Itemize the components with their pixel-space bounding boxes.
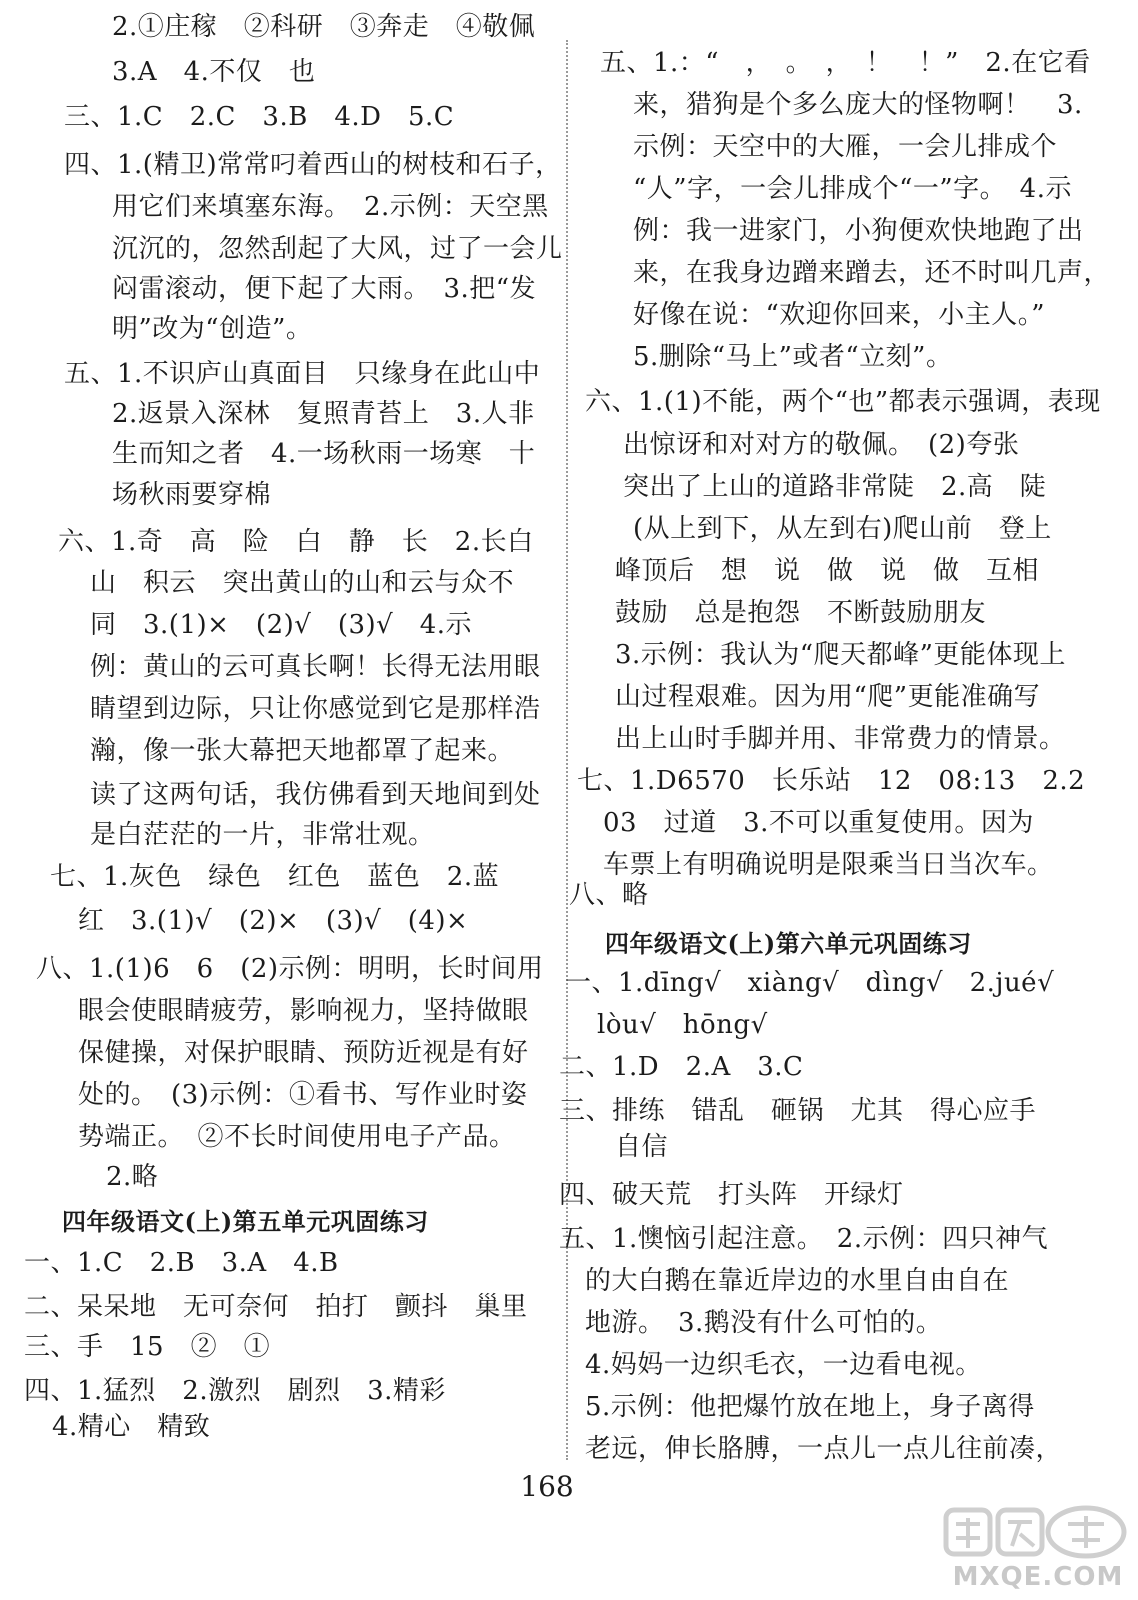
right-line-3: 示例：天空中的大雁，一会儿排成个: [633, 132, 1058, 162]
left-line-34: 4.精心 精致: [52, 1412, 211, 1442]
left-line-12: 场秋雨要穿棉: [112, 480, 272, 510]
right-line-7: 好像在说：“欢迎你回来，小主人。”: [633, 300, 1046, 330]
left-line-8: 明”改为“创造”。: [112, 314, 313, 344]
right-line-2: 来，猎狗是个多么庞大的怪物啊！ 3.: [633, 90, 1083, 120]
watermark: [942, 1504, 1132, 1596]
right-line-12: (从上到下，从左到右)爬山前 登上: [633, 514, 1052, 544]
left-line-28: 2.略: [106, 1162, 159, 1192]
left-line-32: 三、手 15 ② ①: [24, 1332, 271, 1362]
right-line-5: 例：我一进家门，小狗便欢快地跑了出: [633, 216, 1084, 246]
right-line-8: 5.删除“马上”或者“立刻”。: [633, 342, 953, 372]
page-number: 168: [520, 1470, 574, 1503]
left-line-15: 同 3.(1)× (2)√ (3)√ 4.示: [90, 610, 473, 640]
left-line-30: 一、1.C 2.B 3.A 4.B: [24, 1248, 339, 1278]
right-line-17: 出上山时手脚并用、非常费力的情景。: [615, 724, 1066, 754]
right-line-11: 突出了上山的道路非常陡 2.高 陡: [623, 472, 1047, 502]
right-line-23: 一、1.dīng√ xiàng√ dìng√ 2.jué√: [565, 968, 1055, 998]
left-line-9: 五、1.不识庐山真面目 只缘身在此山中: [64, 359, 541, 389]
left-line-27: 势端正。 ②不长时间使用电子产品。: [78, 1122, 516, 1152]
left-line-6: 沉沉的，忽然刮起了大风，过了一会儿: [112, 234, 563, 264]
right-line-26: 三、排练 错乱 砸锅 尤其 得心应手: [559, 1096, 1037, 1126]
left-line-17: 睛望到边际，只让你感觉到它是那样浩: [90, 694, 541, 724]
right-line-16: 山过程艰难。因为用“爬”更能准确写: [615, 682, 1041, 712]
right-line-4: “人”字，一会儿排成个“一”字。 4.示: [633, 174, 1072, 204]
watermark-text: MXQE.COM: [952, 1562, 1124, 1592]
right-line-21: 八、略: [569, 880, 649, 910]
right-line-32: 4.妈妈一边织毛衣，一边看电视。: [585, 1350, 982, 1380]
right-line-25: 二、1.D 2.A 3.C: [559, 1052, 804, 1082]
right-line-10: 出惊讶和对对方的敬佩。 (2)夸张: [623, 430, 1020, 460]
right-line-14: 鼓励 总是抱怨 不断鼓励朋友: [615, 598, 987, 628]
right-line-33: 5.示例：他把爆竹放在地上，身子离得: [585, 1392, 1035, 1422]
left-line-33: 四、1.猛烈 2.激烈 剧烈 3.精彩: [24, 1376, 446, 1406]
left-line-19: 读了这两句话，我仿佛看到天地间到处: [90, 780, 541, 810]
right-line-27: 自信: [615, 1132, 669, 1162]
right-line-31: 地游。 3.鹅没有什么可怕的。: [585, 1308, 943, 1338]
right-line-15: 3.示例：我认为“爬天都峰”更能体现上: [615, 640, 1066, 670]
left-line-23: 八、1.(1)6 6 (2)示例：明明，长时间用: [36, 954, 544, 984]
left-line-11: 生而知之者 4.一场秋雨一场寒 十: [112, 439, 536, 469]
left-line-21: 七、1.灰色 绿色 红色 蓝色 2.蓝: [50, 862, 500, 892]
left-line-31: 二、呆呆地 无可奈何 拍打 颤抖 巢里: [24, 1292, 528, 1322]
section-heading-unit-5: 四年级语文(上)第五单元巩固练习: [62, 1207, 429, 1236]
left-line-1: 2.①庄稼 ②科研 ③奔走 ④敬佩: [112, 12, 536, 42]
right-line-18: 七、1.D6570 长乐站 12 08:13 2.2: [577, 766, 1086, 796]
left-line-3: 三、1.C 2.C 3.B 4.D 5.C: [64, 102, 455, 132]
left-line-10: 2.返景入深林 复照青苔上 3.人非: [112, 399, 535, 429]
right-line-19: 03 过道 3.不可以重复使用。因为: [603, 808, 1034, 838]
right-line-29: 五、1.懊恼引起注意。 2.示例：四只神气: [559, 1224, 1049, 1254]
left-line-20: 是白茫茫的一片，非常壮观。: [90, 820, 435, 850]
watermark-logo-icon: [942, 1504, 1132, 1562]
left-line-18: 瀚，像一张大幕把天地都罩了起来。: [90, 736, 515, 766]
left-line-14: 山 积云 突出黄山的山和云与众不: [90, 568, 515, 598]
left-line-22: 红 3.(1)√ (2)× (3)√ (4)×: [78, 906, 469, 936]
right-line-20: 车票上有明确说明是限乘当日当次车。: [603, 850, 1054, 880]
right-line-6: 来，在我身边蹭来蹭去，还不时叫几声，: [633, 258, 1111, 288]
right-line-30: 的大白鹅在靠近岸边的水里自由自在: [585, 1266, 1010, 1296]
left-line-13: 六、1.奇 高 险 白 静 长 2.长白: [58, 527, 534, 557]
left-line-7: 闷雷滚动，便下起了大雨。 3.把“发: [112, 274, 537, 304]
right-line-28: 四、破天荒 打头阵 开绿灯: [559, 1180, 904, 1210]
right-line-34: 老远，伸长胳膊，一点儿一点儿往前凑，: [585, 1434, 1063, 1464]
left-line-4: 四、1.(精卫)常常叼着西山的树枝和石子，: [64, 150, 562, 180]
left-line-26: 处的。 (3)示例：①看书、写作业时姿: [78, 1080, 528, 1110]
section-heading-unit-6: 四年级语文(上)第六单元巩固练习: [605, 929, 972, 958]
right-line-24: lòu√ hōng√: [597, 1010, 768, 1040]
left-line-25: 保健操，对保护眼睛、预防近视是有好: [78, 1038, 529, 1068]
left-line-5: 用它们来填塞东海。 2.示例：天空黑: [112, 192, 549, 222]
right-line-9: 六、1.(1)不能，两个“也”都表示强调，表现: [585, 387, 1101, 417]
left-line-2: 3.A 4.不仅 也: [112, 57, 316, 87]
left-line-24: 眼会使眼睛疲劳，影响视力，坚持做眼: [78, 996, 529, 1026]
left-line-16: 例：黄山的云可真长啊！长得无法用眼: [90, 652, 541, 682]
right-line-1: 五、1.：“ ， 。 ， ！ ！” 2.在它看: [600, 48, 1091, 78]
right-line-13: 峰顶后 想 说 做 说 做 互相: [615, 556, 1040, 586]
